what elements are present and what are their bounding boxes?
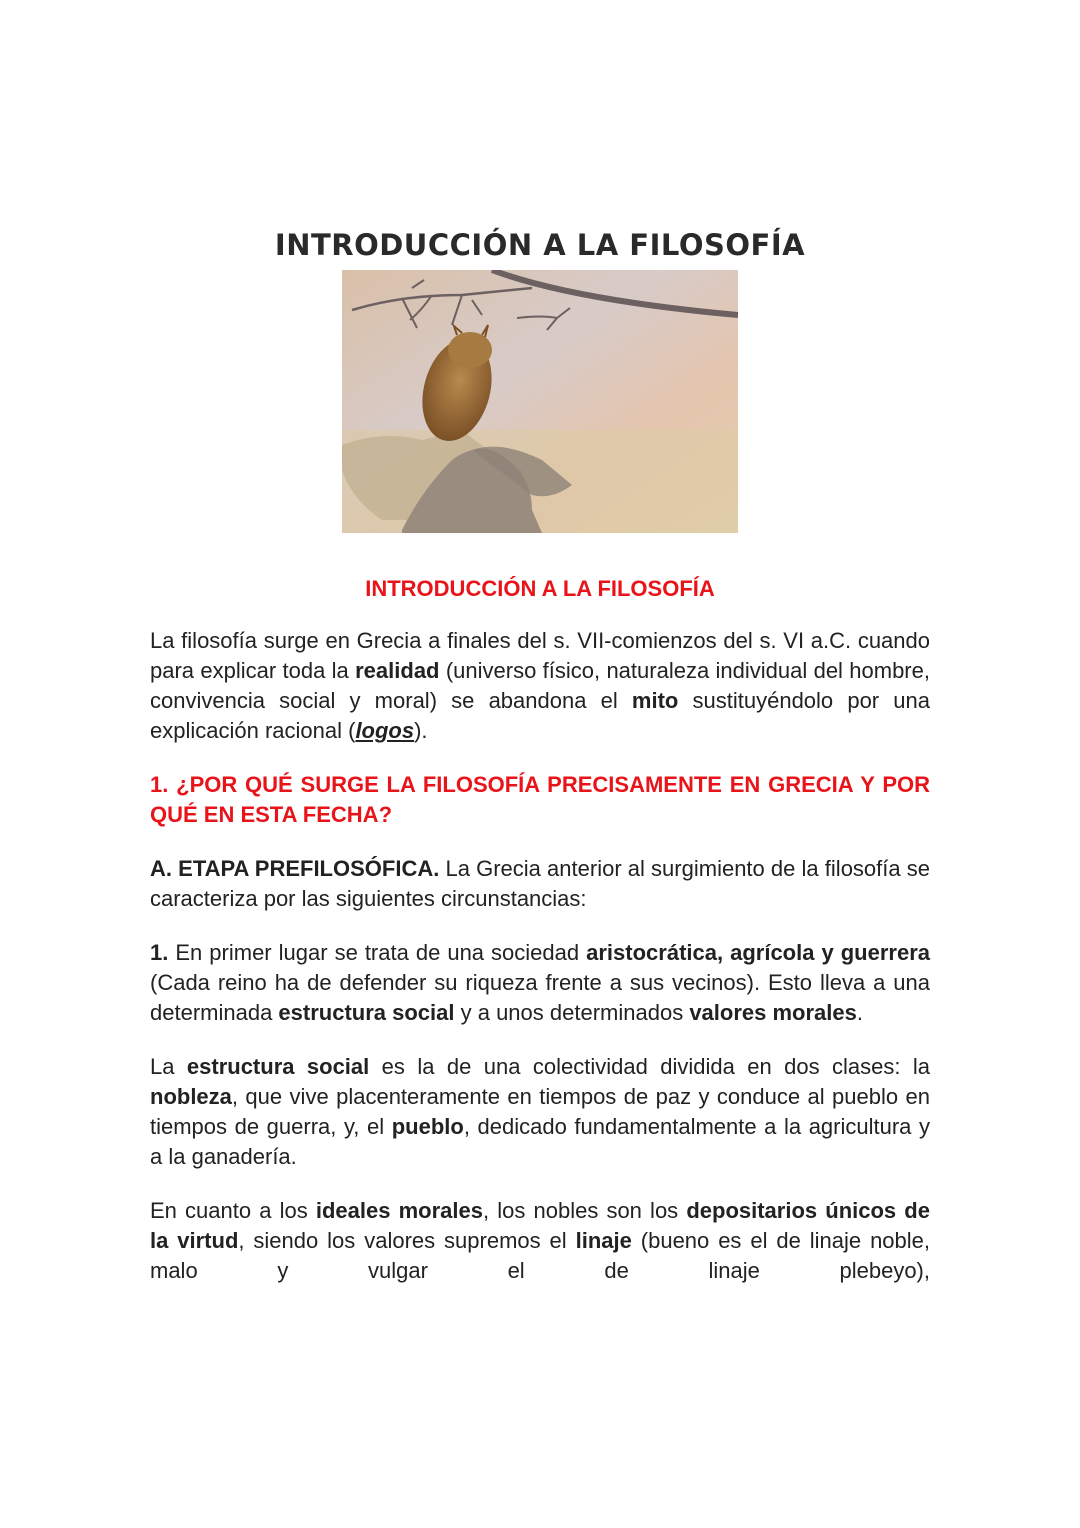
emphasized-text: ideales morales [315, 1198, 483, 1223]
text-run: En cuanto a los [150, 1198, 316, 1223]
emphasized-text: mito [631, 688, 679, 713]
paragraph [150, 854, 930, 914]
text-run: , siendo los valores supremos el [238, 1228, 576, 1253]
paragraph [150, 1052, 930, 1172]
paragraphs [150, 626, 930, 1286]
text-run: (Cada reino ha de defender su riqueza frente a sus vecinos). Esto lleva a una determinada [150, 970, 930, 1025]
emphasized-text: linaje [575, 1228, 632, 1253]
emphasized-text: aristocrática, agrícola y guerrera [586, 940, 930, 965]
emphasized-text: realidad [355, 658, 440, 683]
text-run: es la de una colectividad dividida en dos clases: la [369, 1054, 930, 1079]
text-run: En primer lugar se trata de una sociedad [168, 940, 587, 965]
emphasized-text: estructura social [278, 1000, 455, 1025]
owl-painting-image [342, 270, 738, 533]
emphasized-text: estructura social [186, 1054, 370, 1079]
text-run: La [150, 1054, 187, 1079]
emphasized-text: depositarios únicos de la virtud [150, 1198, 930, 1253]
emphasized-text: nobleza [150, 1084, 232, 1109]
section-title: INTRODUCCIÓN A LA FILOSOFÍA [365, 576, 715, 601]
section-heading [150, 770, 930, 830]
text-run: , que vive placenteramente en tiempos de paz y conduce al pueblo en tiempos de guerra, y, el [150, 1084, 930, 1139]
text-run: ). [414, 718, 428, 743]
paragraph [150, 938, 930, 1028]
emphasized-text: 1. [150, 940, 169, 965]
text-run: (bueno es el de linaje noble, malo y vulgar el de linaje plebeyo), [150, 1228, 931, 1283]
text-run: y a unos determinados [454, 1000, 690, 1025]
text-run: 1. ¿POR QUÉ SURGE LA FILOSOFÍA PRECISAMENTE EN GRECIA Y POR QUÉ EN ESTA FECHA? [150, 772, 930, 827]
paragraph [150, 1196, 930, 1286]
emphasized-text: valores morales [689, 1000, 857, 1025]
emphasized-text: pueblo [391, 1114, 464, 1139]
text-run: sustituyéndolo por una explicación racional ( [150, 688, 930, 743]
paragraph [150, 626, 930, 746]
text-run: (universo físico, naturaleza individual del hombre, convivencia social y moral) se abandona el [150, 658, 930, 713]
text-run: La filosofía surge en Grecia a finales del s. VII-comienzos del s. VI a.C. cuando para explicar toda la [150, 628, 930, 683]
document-title: INTRODUCCIÓN A LA FILOSOFÍA [274, 228, 806, 262]
text-run: . [856, 1000, 863, 1025]
document-body [150, 574, 930, 1310]
text-run: , los nobles son los [482, 1198, 687, 1223]
emphasized-text: logos [355, 718, 415, 743]
emphasized-text: A. ETAPA PREFILOSÓFICA. [150, 856, 440, 881]
text-run: La Grecia anterior al surgimiento de la filosofía se caracteriza por las siguientes circunstancias: [150, 856, 931, 911]
text-run: , dedicado fundamentalmente a la agricultura y a la ganadería. [150, 1114, 930, 1169]
